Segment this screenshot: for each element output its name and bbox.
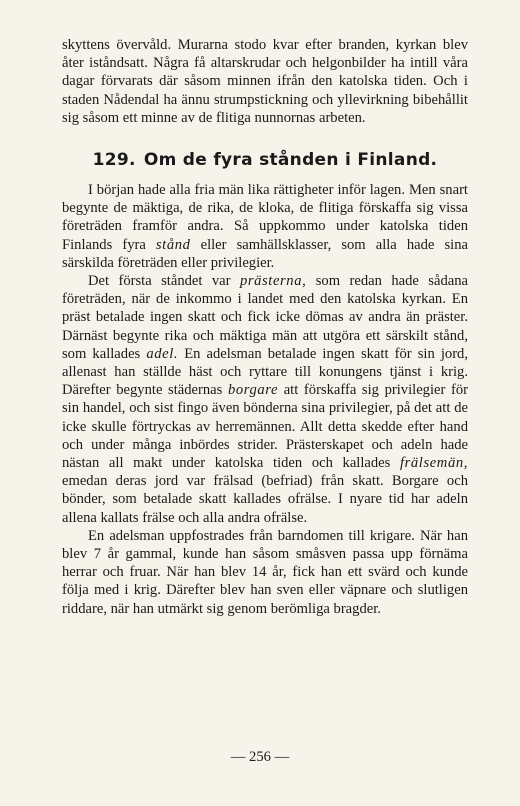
text-block [62,36,468,618]
section-title: Om de fyra stånden i Finland. [143,150,438,171]
paragraph-2-text-4: att förskaffa sig privilegier för sin handel, och sist fingo även bönderna sina privilegier, på det att de icke skulle förtryckas av herremännen. Allt detta skedde efter hand och under många inbördes strider. Prästerskapet och adeln hade nästan all makt under katolska tiden och kallades [62,382,468,472]
term-stand: stånd [155,236,191,253]
paragraph-1-text-1: I början hade alla fria män lika rättigheter inför lagen. Men snart begynte de mäktiga, de rika, de kloka, de flitiga förskaffa sig vissa företräden framför andra. Så uppkommo under katolska tiden Finlands fyra [62,182,468,253]
page-number: — 256 — [230,749,290,765]
term-adel: adel. [146,345,179,362]
term-prasterna: prästerna, [239,273,307,290]
paragraph-1-text-2: eller samhällsklasser, som alla hade sina särskilda företräden eller privilegier. [62,236,468,271]
section-number: 129. [92,150,136,171]
paragraph-1 [62,181,468,272]
term-fralseman: frälsemän, [399,455,468,472]
page-body [62,36,468,618]
paragraph-2-text-2: som redan hade sådana företräden, när de inkommo i landet med den katolska kyrkan. En präst betalade ingen skatt och fick icke dömas av andra än präster. Därnäst begynte rika och mäktiga män att utgöra ett särskilt stånd, som kallades [62,273,468,362]
paragraph-2 [62,272,468,527]
paragraph-2-text-3: En adelsman betalade ingen skatt för sin jord, allenast han ställde häst och ryttare till konungens tjänst i krig. Därefter begynte städernas [62,345,468,399]
section-heading [62,149,468,171]
paragraph-3: En adelsman uppfostrades från barndomen till krigare. När han blev 7 år gammal, kunde han såsom småsven passa upp förnäma herrar och fruar. När han blev 14 år, fick han ett svärd och kunde följa med i krig. Därefter blev han sven eller väpnare och slutligen riddare, när han utmärkt sig genom berömliga bragder. [62,527,468,617]
paragraph-2-text-1: Det första ståndet var [88,273,240,290]
paragraph-2-text-5: emedan deras jord var frälsad (befriad) från skatt. Borgare och bönder, som betalade skatt kallades ofrälse. I nyare tid har adeln allena kallats frälse och alla andra ofrälse. [62,473,468,526]
term-borgare: borgare [227,382,279,399]
top-paragraph: skyttens övervåld. Murarna stodo kvar efter branden, kyrkan blev åter iståndsatt. Några få altarskrudar och helgonbilder ha intill våra dagar förvarats där såsom minnen ifrån den katolska tiden. Och i staden Nådendal ha ännu strumpstickning och yllevirkning bibehållit sig såsom ett minne av de flitiga nunnornas arbeten. [62,37,468,126]
